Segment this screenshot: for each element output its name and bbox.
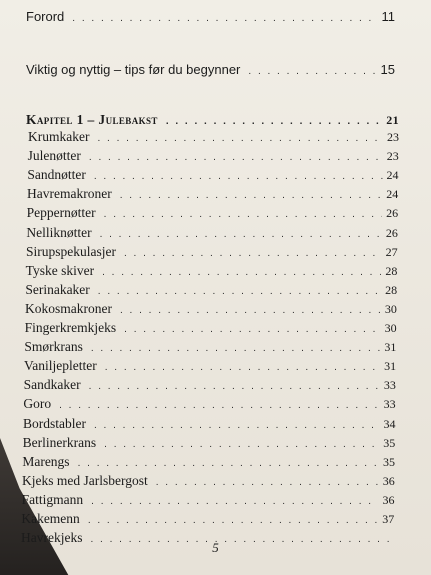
- dot-leader: [100, 229, 382, 240]
- recipe-title: Sandnøtter: [27, 167, 86, 183]
- chapter-heading: [0, 112, 431, 128]
- dot-leader: [102, 267, 381, 278]
- dot-leader: [104, 439, 379, 450]
- recipe-page: 23: [387, 130, 399, 144]
- recipe-page: 26: [385, 225, 398, 240]
- recipe-page: 37: [382, 512, 395, 526]
- recipe-title: Sandkaker: [23, 377, 81, 393]
- toc-entry-recipe: [0, 416, 431, 432]
- dot-leader: [78, 458, 379, 469]
- toc-entry-recipe: [0, 473, 431, 489]
- recipe-title: Nelliknøtter: [26, 224, 92, 240]
- recipe-page: 28: [385, 263, 398, 278]
- recipe-page: 28: [385, 282, 398, 297]
- recipe-title: Havremakroner: [27, 186, 112, 202]
- recipe-title: Peppernøtter: [26, 205, 96, 221]
- toc-entry-recipe: [0, 396, 431, 412]
- dot-leader: [105, 362, 380, 373]
- toc-entry-recipe: [0, 358, 431, 374]
- dot-leader: [156, 477, 379, 488]
- dot-leader: [72, 13, 377, 24]
- dot-leader: [94, 420, 379, 431]
- recipe-page: 30: [384, 301, 397, 316]
- toc-entry-recipe: [0, 167, 431, 183]
- recipe-title: Kokosmakroner: [25, 300, 112, 316]
- recipe-title: Krumkaker: [28, 129, 90, 144]
- toc-entry-recipe: [0, 492, 431, 508]
- dot-leader: [120, 190, 383, 201]
- recipe-title: Kakemenn: [21, 511, 80, 526]
- toc-entry-recipe: [0, 205, 431, 221]
- toc-entry-recipe: [0, 282, 431, 298]
- recipe-page: 30: [384, 321, 397, 335]
- dot-leader: [166, 116, 382, 127]
- chapter-page: 21: [386, 113, 399, 127]
- toc-entry-recipe: [0, 129, 431, 145]
- recipe-title: Vaniljepletter: [24, 358, 97, 374]
- recipe-title: Fingerkremkjeks: [24, 320, 117, 335]
- page-number: 5: [212, 540, 219, 555]
- dot-leader: [124, 324, 380, 335]
- chapter-title: Kapitel 1 – Julebakst: [26, 112, 158, 127]
- recipe-title: Serinakaker: [25, 281, 90, 297]
- recipe-page: 24: [386, 187, 399, 202]
- toc-entry-viktig-og-nyttig: [0, 62, 431, 77]
- recipe-title: Havrekjeks: [21, 530, 83, 546]
- toc-entry-recipe: [0, 454, 431, 470]
- recipe-title: Smørkrans: [24, 339, 83, 355]
- toc-entry-recipe: [0, 435, 431, 451]
- toc-entry-recipe: [0, 301, 431, 317]
- recipe-page: 31: [384, 340, 397, 355]
- dot-leader: [89, 152, 383, 163]
- recipe-title: Kjeks med Jarlsbergost: [22, 472, 148, 488]
- recipe-page: 26: [386, 206, 399, 221]
- toc-entry-recipe: [0, 511, 431, 527]
- dot-leader: [94, 171, 383, 182]
- recipe-page: 27: [385, 244, 398, 259]
- recipe-title: Marengs: [22, 453, 70, 469]
- dot-leader: [59, 400, 380, 411]
- recipe-page: 35: [382, 454, 395, 469]
- recipe-title: Fattigmann: [21, 491, 84, 507]
- dot-leader: [91, 496, 378, 507]
- recipe-page: 33: [383, 378, 396, 393]
- toc-entry-title: Forord: [26, 9, 65, 24]
- toc-entry-recipe: [0, 244, 431, 260]
- recipe-title: Tyske skiver: [25, 262, 95, 278]
- recipe-page: 23: [386, 149, 399, 164]
- recipe-page: 33: [383, 397, 396, 412]
- dot-leader: [98, 286, 381, 297]
- toc-entry-recipe: [0, 263, 431, 279]
- toc-entry-recipe: [0, 186, 431, 202]
- recipe-page: 36: [382, 473, 395, 488]
- recipe-title: Julenøtter: [27, 148, 81, 164]
- dot-leader: [120, 305, 381, 316]
- toc-entry-page: 15: [380, 62, 395, 77]
- recipe-page: 24: [386, 168, 399, 183]
- dot-leader: [88, 515, 378, 526]
- recipe-title: Berlinerkrans: [22, 434, 97, 450]
- toc-entry-recipe: [0, 377, 431, 393]
- recipe-page: 36: [382, 492, 395, 507]
- toc-entry-title: Viktig og nyttig – tips før du begynner: [26, 62, 241, 77]
- dot-leader: [91, 343, 381, 354]
- toc-entry-recipe: [0, 225, 431, 241]
- toc-entry-page: 11: [381, 9, 395, 24]
- toc-entry-forord: [0, 9, 431, 24]
- dot-leader: [97, 133, 383, 144]
- recipe-title: Sirupspekulasjer: [26, 243, 116, 259]
- toc-entry-recipe: [0, 339, 431, 355]
- toc-entry-recipe: [0, 148, 431, 164]
- recipe-page: 34: [383, 416, 396, 431]
- toc-entry-recipe: [0, 320, 431, 336]
- recipe-title: Bordstabler: [23, 415, 86, 431]
- dot-leader: [248, 66, 376, 77]
- dot-leader: [89, 381, 380, 392]
- dot-leader: [124, 248, 382, 259]
- recipe-page: 31: [384, 359, 397, 374]
- recipe-page: 35: [383, 435, 396, 450]
- dot-leader: [104, 209, 382, 220]
- recipe-title: Goro: [23, 396, 52, 412]
